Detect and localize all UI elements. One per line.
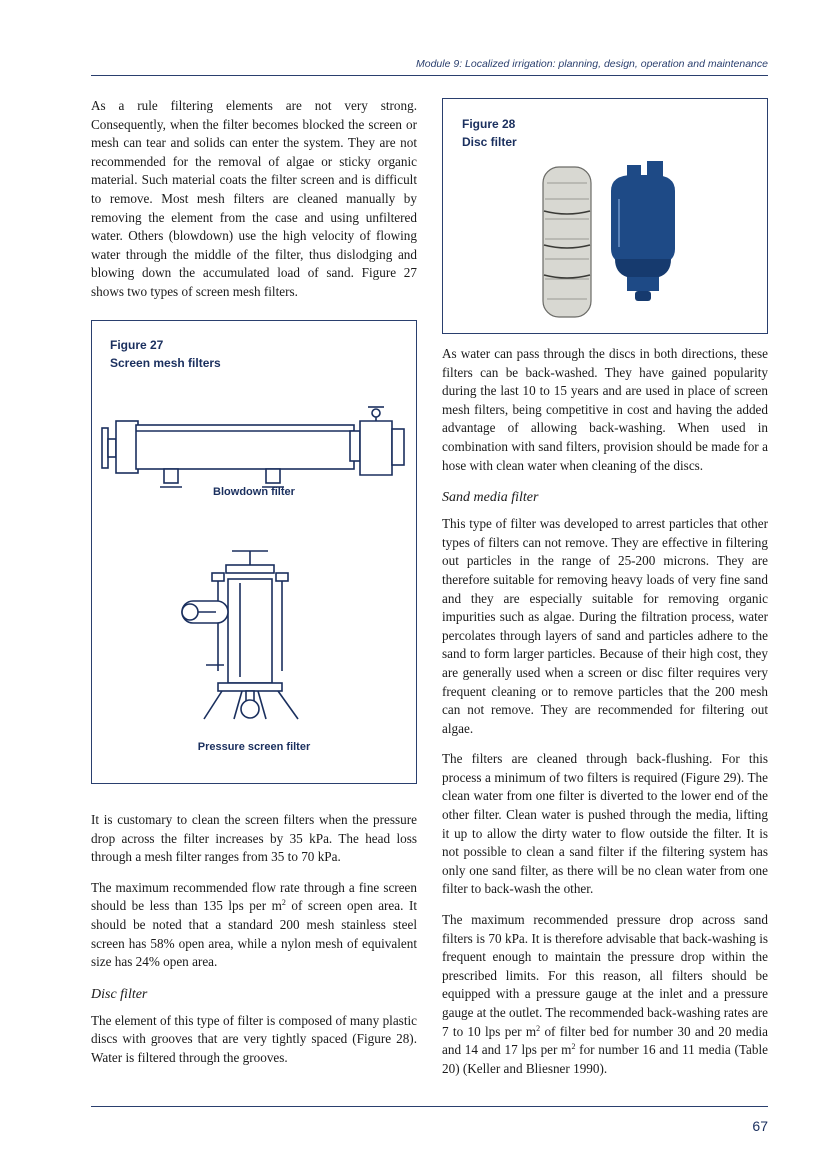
flow-rate-superscript: 2 — [281, 898, 286, 908]
paragraph-cleaning-pressure: It is customary to clean the screen filters when the pressure drop across the filter increases by 35 kPa. The head loss through a mesh filter ranges from 35 to 70 kPa. — [91, 812, 417, 865]
left-column-bottom — [91, 811, 417, 1068]
right-column — [442, 345, 768, 1078]
footer-rule — [91, 1106, 768, 1107]
flow-rate-text-a: The maximum recommended flow rate through a fine screen should be less than 135 lps per m — [91, 879, 417, 914]
figure-27-number: Figure 27 — [110, 338, 164, 352]
paragraph-disc-backwash: As water can pass through the discs in both directions, these filters can be back-washed. They have gained popularity during the last 10 to 15 years and are used in place of screen mesh filters, being competitive in cost and having the added advantage of allowing back-washing. When used in combination with sand filters, provision should be made for a hose with clean water when cleaning of the discs. — [442, 346, 768, 473]
paragraph-pressure-drop — [442, 911, 768, 1078]
caption-blowdown-filter: Blowdown filter — [213, 486, 295, 498]
paragraph-disc-element: The element of this type of filter is composed of many plastic discs with grooves that are very tightly spaced (Figure 28). Water is filtered through the grooves. — [91, 1012, 417, 1065]
drain-bulb — [241, 700, 259, 718]
pressure-drop-text-b: of filter bed for number 30 and 20 media and 14 and 17 lps per m — [442, 1023, 768, 1058]
figure-28-box — [442, 98, 768, 334]
left-leg — [204, 691, 222, 719]
paragraph-sand-media-intro: This type of filter was developed to arrest particles that other types of filters can not remove. They are effective in filtering out particles in the range of 25-200 microns. They are therefore suitable for removing heavy loads of very fine sand and they are especially suitable for removing organic impurities such as algae. During the filtration process, water percolates through layers of sand and particles adhere to the sand to form larger particles. Because of their high cost, they are generally used when a screen or disc filter requires very frequent cleaning or to remove particles that the 200 mesh can not remove. They are recommended for filtering out algae. — [442, 516, 768, 736]
flow-rate-text-b: of screen open area. It should be noted that a standard 200 mesh stainless steel screen has 58% open area, while a nylon mesh of equivalent size has 24% open area. — [91, 898, 417, 970]
pressure-drop-text-c: for number 16 and 11 media (Table 20) (Keller and Bliesner 1990). — [442, 1042, 768, 1076]
running-header: Module 9: Localized irrigation: planning, design, operation and maintenance — [416, 58, 768, 70]
paragraph-mesh-filters-intro: As a rule filtering elements are not very strong. Consequently, when the filter becomes blocked the screen or mesh can tear and solids can enter the system. They are not recommended for the removal of algae or sticky organic material. Such material coats the filter screen and is difficult to remove. Most mesh filters are cleaned manually by removing the element from the case and using unfiltered water. Others (blowdown) use the high velocity of flowing water through the middle of the filter, thus dislodging and blowing down the accumulated load of sand. Figure 27 shows two types of screen mesh filters. — [91, 98, 417, 299]
caption-pressure-screen-filter: Pressure screen filter — [197, 741, 311, 753]
header-rule — [91, 75, 768, 76]
pressure-filter-body — [228, 579, 272, 683]
disc-cartridge — [543, 167, 591, 317]
figure-28-number: Figure 28 — [462, 117, 516, 131]
figure-28-title: Disc filter — [462, 135, 517, 149]
paragraph-flow-rate — [91, 879, 417, 972]
page-number: 67 — [752, 1118, 768, 1134]
pressure-drop-superscript-2: 2 — [571, 1042, 576, 1052]
disc-filter-illustration — [443, 99, 767, 333]
pressure-drop-superscript-1: 2 — [536, 1023, 541, 1033]
pressure-screen-filter-illustration — [92, 321, 416, 783]
paragraph-back-flushing: The filters are cleaned through back-flushing. For this process a minimum of two filters is required (Figure 29). The clean water from one filter is diverted to the lower end of the other filter. Clean water is pushed through the media, lifting it up to allow the dirty water to flow outside the filter. It is not possible to clean a sand filter if the filtering system has only one sand filter, as there will be no clean water from one filter to back-wash the other. — [442, 751, 768, 897]
heading-sand-media-filter: Sand media filter — [442, 490, 539, 506]
right-leg — [278, 691, 298, 719]
left-column-top — [91, 97, 417, 302]
figure-27-title: Screen mesh filters — [110, 356, 221, 370]
figure-27-box — [91, 320, 417, 784]
pressure-drop-text-a: The maximum recommended pressure drop across sand filters is 70 kPa. It is therefore advisable that back-washing is frequent enough to maintain the pressure drop within the prescribed limits. For this reason, all filters should be equipped with a pressure gauge at the inlet and a pressure gauge at the outlet. The recommended back-washing rates are 7 to 10 lps per m — [442, 912, 769, 1039]
disc-filter-housing — [611, 161, 675, 301]
heading-disc-filter: Disc filter — [91, 986, 148, 1002]
